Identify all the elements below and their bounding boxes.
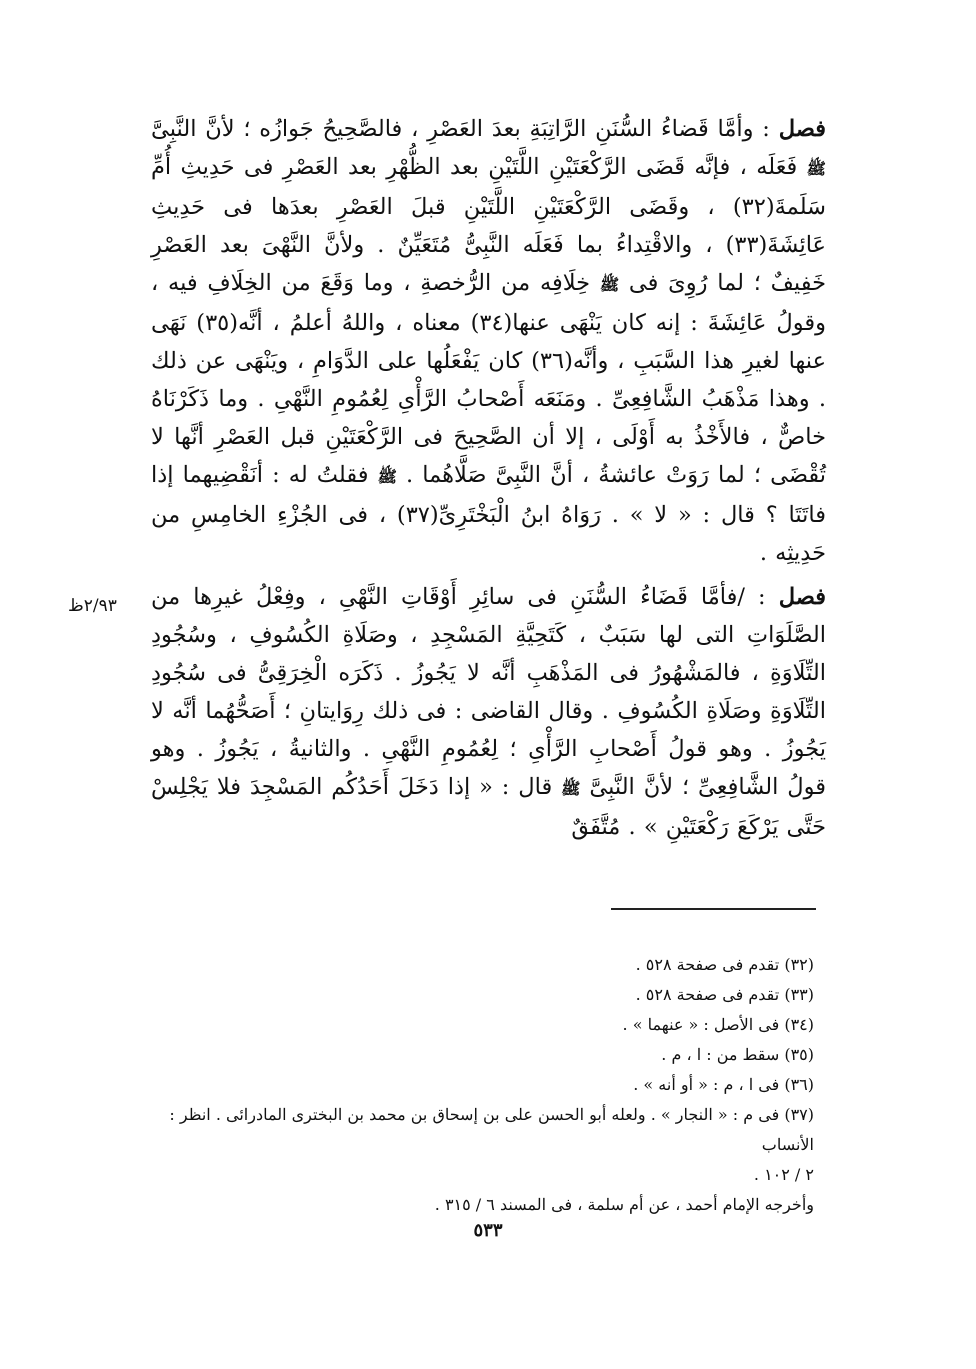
text-line: فالمَشْهُورُ فى المَذْهَبِ أنَّه لا يَجُوزُ . ذَكَرَه الْخِرَقِىُّ فى سُجُودِ التِّلَاوَةِ وصَلَاةِ	[151, 660, 827, 724]
text-line: الخامِسِ من حَدِيثِه .	[151, 502, 826, 566]
footnote-32: (٣٢) تقدم فى صفحة ٥٢٨ .	[635, 955, 814, 974]
honorific-glyph: ﷺ	[806, 159, 826, 178]
main-text	[151, 110, 826, 846]
footnote-37: (٣٧) فى م : « النجار » . ولعله أبو الحسن على بن إسحاق بن محمد بن البخترى المادرائى . انظر : الأنساب	[169, 1105, 814, 1154]
text-line: عنها(٣٤) معناه ، واللهُ أعلمُ ، أنَّه(٣٥) نَهَى عنها لغيرِ هذا السَّبَبِ ، وأنَّه(٣٦) كان	[151, 310, 827, 374]
text-line: قال : « إذا دَخَلَ أَحَدُكُم المَسْجِدَ فلا يَجْلِسْ حَتَّى يَرْكَعَ رَكْعَتَيْنِ » . مُتَّفَقٌ	[151, 774, 826, 840]
text-line: الرَّكْعَتَيْنِ قبل العَصْرِ أنَّها لا تُقْضَى ؛ لما رَوَتْ عائشةُ ، أنَّ النَّبِىَّ صَلَّاهُما .	[151, 424, 826, 488]
honorific-glyph: ﷺ	[561, 779, 581, 798]
footnote-34: (٣٤) فى الأصل : « عنهما » .	[622, 1015, 814, 1034]
footnotes	[134, 950, 814, 1220]
text-line: الكُسُوفِ . وقال القاضى : فى ذلك رِوَايتانِ ؛ أَصَحُّهُما أنَّه لا يَجُوزُ . وهو قولُ	[151, 698, 827, 762]
paragraph-2	[151, 578, 826, 846]
text-line: : وأمَّا قَضاءُ السُّنَنِ الرَّاتِبَةِ بعدَ العَصْرِ ، فالصَّحِيحُ جَوازُه ؛ لأنَّ النَّبِىَّ	[151, 116, 770, 142]
text-line: فقلتُ له : أنَقْضِيهما إذا فاتَتَا ؟ قال : « لا » . رَوَاهُ ابنُ الْبَخْتَرِىِّ(٣٧) ، فى الجُزْءِ	[151, 462, 827, 528]
text-line: يَفْعَلُها على الدَّوَامِ ، ويَنْهَى عن ذلك . وهذا مَذْهَبُ الشَّافِعِىِّ . ومَنَعَه أَصْحابُ	[151, 348, 826, 412]
footnote-extra-note: وأخرجه الإمام أحمد ، عن أم سلمة ، فى المسند ٦ / ٣١٥ .	[434, 1195, 814, 1214]
text-line: خِلَافِه من الرُّخصةِ ، وما وَقَعَ من الخِلَافِ فيه ، وقولُ عَائِشَةَ : إنه كان يَنْهَى	[151, 270, 826, 336]
text-line: : /فأمَّا قَضَاءُ السُّنَنِ فى سائِرِ أَوْقَاتِ النَّهْىِ ، وفِعْلُ غيرِها من الصَّلَوَاتِ	[151, 584, 827, 648]
paragraph-1	[151, 110, 826, 572]
text-line: الرَّأْىِ لِعُمُومِ النَّهْىِ . وما ذَكَرْنَاهُ خاصٌّ ، فالأَخْذُ به أَوْلَى ، إلا أن الصَّحِيحَ فى	[151, 386, 827, 450]
text-line: سَلَمةَ(٣٢) ، وقَضَى الرَّكْعَتَيْنِ اللَّتَيْنِ قبلَ العَصْرِ بعدَها فى حَدِيثِ عَائِشَةَ(٣٣) ،	[151, 194, 826, 258]
footnote-36: (٣٦) فى ا ، م : « أو أنه » .	[633, 1075, 814, 1094]
text-line: فَعَلَه ، فإنَّه قَضَى الرَّكْعَتَيْنِ اللَّتَيْنِ بعد الظُّهْرِ بعد العَصْرِ فى حَدِيثِ أُمِّ	[151, 154, 798, 180]
honorific-glyph: ﷺ	[599, 275, 620, 294]
footnote-37-continuation: ٢ / ١٠٢ .	[753, 1165, 814, 1184]
footnote-divider	[611, 908, 816, 910]
manuscript-folio-reference: ٢/٩٣ظ	[68, 596, 117, 616]
section-keyword: فصل	[778, 116, 826, 142]
section-keyword: فصل	[778, 584, 826, 610]
honorific-glyph: ﷺ	[377, 467, 397, 486]
text-line: والاقْتِداءُ بما فَعَلَه النَّبِىُّ مُتَعَيِّنٌ . ولأنَّ النَّهْىَ بعد العَصْرِ خَفِيفٌ ؛ لما رُوِىَ فى	[151, 232, 826, 296]
page-number: ٥٣٣	[473, 1220, 503, 1241]
footnote-33: (٣٣) تقدم فى صفحة ٥٢٨ .	[635, 985, 814, 1004]
text-line: أَصْحابِ الرَّأْىِ ؛ لِعُمُومِ النَّهْىِ . والثانيةُ ، يَجُوزُ . وهو قولُ الشَّافِعِىِّ ؛ لأنَّ النَّبِىَّ	[151, 736, 827, 800]
footnote-35: (٣٥) سقط من : ا ، م .	[661, 1045, 814, 1064]
text-line: التى لها سَبَبٌ ، كَتَحِيَّةِ المَسْجِدِ ، وصَلَاةِ الكُسُوفِ ، وسُجُودِ التِّلَاوَةِ ،	[151, 622, 826, 686]
